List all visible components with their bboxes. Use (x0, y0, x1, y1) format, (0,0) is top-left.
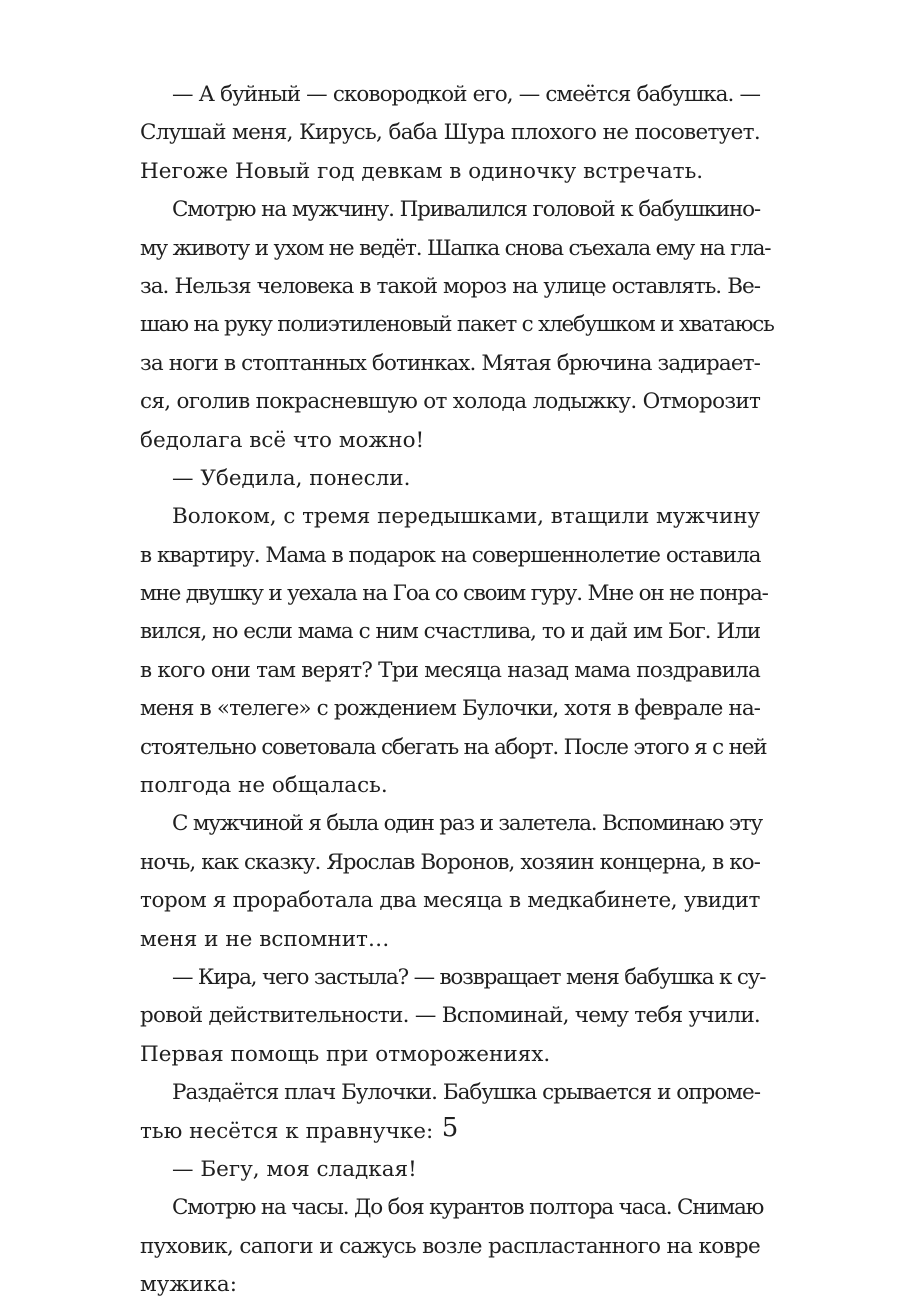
text-line: Первая помощь при отморожениях. (140, 1041, 551, 1067)
text-line: С мужчиной я была один раз и залетела. Вспоминаю эту (172, 811, 762, 837)
text-line: за. Нельзя человека в такой мороз на улице оставлять. Ве- (140, 273, 760, 299)
text-line: Смотрю на часы. До боя курантов полтора часа. Снимаю (172, 1195, 764, 1221)
text-line: — Кира, чего застыла? — возвращает меня бабушка к су- (172, 964, 766, 990)
text-line: стоятельно советовала сбегать на аборт. После этого я с ней (140, 734, 767, 760)
text-line: в кого они там верят? Три месяца назад мама поздравила (140, 657, 760, 683)
text-line: му животу и ухом не ведёт. Шапка снова съехала ему на гла- (140, 235, 771, 261)
text-line: за ноги в стоптанных ботинках. Мятая брючина задирает- (140, 350, 760, 376)
text-line: ночь, как сказку. Ярослав Воронов, хозяин концерна, в ко- (140, 849, 760, 875)
text-line: шаю на руку полиэтиленовый пакет с хлебушком и хватаюсь (140, 312, 774, 338)
text-line: Слушай меня, Кирусь, баба Шура плохого не посоветует. (140, 120, 760, 146)
text-line: — А буйный — сковородкой его, — смеётся бабушка. — (172, 82, 760, 107)
text-line: бедолага всё что можно! (140, 427, 425, 453)
text-line: ровой действительности. — Вспоминай, чему тебя учили. (140, 1003, 760, 1029)
text-line: Смотрю на мужчину. Привалился головой к бабушкино- (172, 197, 760, 223)
text-line: Негоже Новый год девкам в одиночку встречать. (140, 158, 704, 184)
text-line: мужика: (140, 1272, 237, 1298)
text-line: полгода не общалась. (140, 773, 388, 799)
text-line: — Бегу, моя сладкая! (172, 1156, 417, 1182)
text-line: Волоком, с тремя передышками, втащили мужчину (172, 504, 760, 530)
text-line: меня в «телеге» с рождением Булочки, хотя в феврале на- (140, 696, 760, 722)
text-line: тью несётся к правнучке: (140, 1118, 434, 1144)
text-line: — Убедила, понесли. (172, 465, 411, 491)
text-line: тором я проработала два месяца в медкабинете, увидит (140, 888, 760, 914)
page-number: 5 (441, 1113, 459, 1143)
text-line: Раздаётся плач Булочки. Бабушка срывается и опроме- (172, 1080, 760, 1106)
text-line: в квартиру. Мама в подарок на совершеннолетие оставила (140, 542, 761, 568)
text-line: ся, оголив покрасневшую от холода лодыжку. Отморозит (140, 389, 761, 415)
text-line: вился, но если мама с ним счастлива, то и дай им Бог. Или (140, 619, 760, 645)
text-line: мне двушку и уехала на Гоа со своим гуру. Мне он не понра- (140, 581, 768, 607)
text-line: меня и не вспомнит… (140, 926, 390, 952)
text-line: пуховик, сапоги и сажусь возле распластанного на ковре (140, 1233, 760, 1259)
